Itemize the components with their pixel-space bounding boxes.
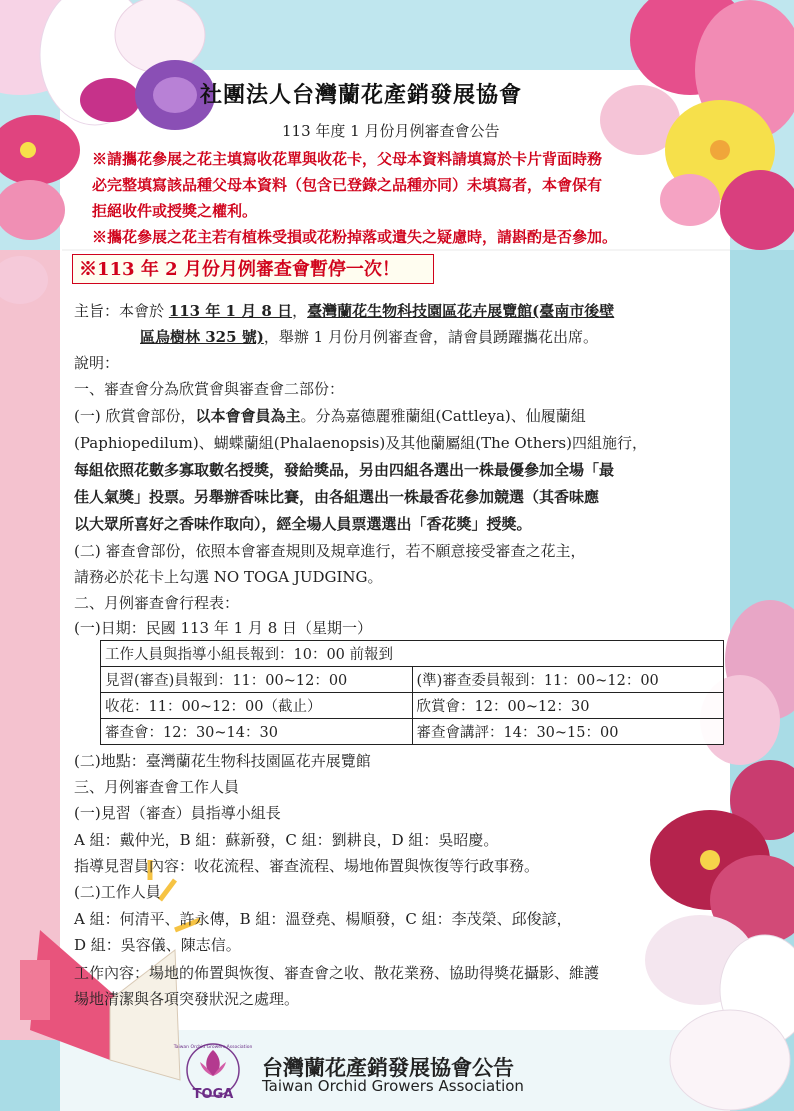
- table-row: [101, 719, 724, 745]
- table-row: [101, 641, 724, 667]
- section1-p1-line3: 每組依照花數多寡取數名授獎，發給獎品，另由四組各選出一株最優參加全場「最: [74, 461, 615, 479]
- section1-p1-b: 。分為嘉德麗雅蘭組(Cattleya)、仙履蘭組: [300, 407, 586, 425]
- toga-logo-icon: [173, 1040, 253, 1106]
- meeting-date: 113 年 1 月 8 日: [168, 302, 293, 320]
- section3-sub1: (一)見習（審查）員指導小組長: [74, 804, 281, 822]
- section1-p1-a: (一) 欣賞會部份，: [74, 407, 196, 425]
- section3-duty-2: 場地清潔與各項突發狀況之處理。: [74, 990, 300, 1008]
- suspension-banner: ※113 年 2 月份月例審查會暫停一次！: [72, 254, 434, 284]
- schedule-cell-judging: 審查會：12：30~14：30: [101, 719, 413, 745]
- schedule-table: [100, 640, 724, 745]
- footer-title-en: Taiwan Orchid Growers Association: [262, 1077, 524, 1095]
- notice-line-1: ※請攜花參展之花主填寫收花單與收花卡，父母本資料請填寫於卡片背面時務: [92, 150, 603, 168]
- purpose-prefix: 主旨：本會於: [74, 302, 165, 320]
- schedule-cell-review: 審查會講評：14：30~15：00: [412, 719, 724, 745]
- schedule-cell-staff: 工作人員與指導小組長報到：10：00 前報到: [101, 641, 724, 667]
- section2-location: (二)地點：臺灣蘭花生物科技園區花卉展覽館: [74, 752, 371, 770]
- section1-p1-line4: 佳人氣獎」投票。另舉辦香味比賽，由各組選出一株最香花參加競選（其香味應: [74, 488, 600, 506]
- section3-leaders-duty: 指導見習員內容：收花流程、審查流程、場地佈置與恢復等行政事務。: [74, 857, 540, 875]
- logo-ring-text: Taiwan Orchid Growers Association: [173, 1045, 253, 1050]
- schedule-cell-collection: 收花：11：00~12：00（截止）: [101, 693, 413, 719]
- section1-heading: 一、審查會分為欣賞會與審查會二部份：: [74, 380, 345, 398]
- table-row: [101, 693, 724, 719]
- section2-date-line: (一)日期：民國 113 年 1 月 8 日（星期一）: [74, 619, 373, 637]
- notice-line-2: 必完整填寫該品種父母本資料（包含已登錄之品種亦同）未填寫者，本會保有: [92, 176, 603, 194]
- purpose-line-1: [74, 300, 614, 321]
- footer-title-zh: 台灣蘭花產銷發展協會公告: [262, 1056, 514, 1080]
- explain-label: 說明：: [74, 354, 120, 372]
- section3-staff-2: D 組：吳容儀、陳志信。: [74, 936, 241, 954]
- page-title: 社團法人台灣蘭花產銷發展協會: [200, 82, 523, 108]
- section3-staff-1: A 組：何清平、許永傳，B 組：溫登堯、楊順發，C 組：李茂榮、邱俊諺，: [74, 910, 572, 928]
- section2-heading: 二、月例審查會行程表：: [74, 594, 240, 612]
- notice-line-3: 拒絕收件或授獎之權利。: [92, 202, 258, 220]
- logo-text: TOGA: [192, 1087, 234, 1102]
- purpose-line-2: [140, 326, 598, 347]
- schedule-cell-trainee: 見習(審查)員報到：11：00~12：00: [101, 667, 413, 693]
- table-row: [101, 667, 724, 693]
- schedule-cell-judges: (準)審查委員報到：11：00~12：00: [412, 667, 724, 693]
- section1-p1-line5: 以大眾所喜好之香味作取向），經全場人員票選選出「香花獎」授獎。: [74, 515, 532, 533]
- purpose-separator: ，: [292, 302, 308, 320]
- section3-duty-1: 工作內容：場地的佈置與恢復、審查會之收、散花業務、協助得獎花攝影、維護: [74, 964, 600, 982]
- venue-line-1: 臺灣蘭花生物科技園區花卉展覽館(臺南市後壁: [307, 302, 615, 320]
- section1-p1-bold: 以本會會員為主: [195, 407, 301, 425]
- purpose-suffix: ，舉辦 1 月份月例審查會，請會員踴躍攜花出席。: [263, 328, 598, 346]
- section1-p2-line2: 請務必於花卡上勾選 NO TOGA JUDGING。: [74, 568, 383, 586]
- section1-p1-line2: (Paphiopedilum)、蝴蝶蘭組(Phalaenopsis)及其他蘭屬組(The Others)四組施行，: [74, 434, 647, 452]
- schedule-cell-viewing: 欣賞會：12：00~12：30: [412, 693, 724, 719]
- section1-p2-line1: (二) 審查會部份，依照本會審查規則及規章進行，若不願意接受審查之花主，: [74, 542, 586, 560]
- venue-line-2: 區烏樹林 325 號): [140, 328, 264, 346]
- notice-line-4: ※攜花參展之花主若有植株受損或花粉掉落或遺失之疑慮時，請斟酌是否參加。: [92, 228, 618, 246]
- section1-p1-line1: [74, 405, 586, 426]
- section3-heading: 三、月例審查會工作人員: [74, 778, 240, 796]
- section3-leaders: A 組：戴仲光，B 組：蘇新發，C 組：劉耕良，D 組：吳昭慶。: [74, 831, 499, 849]
- section3-sub2: (二)工作人員: [74, 883, 161, 901]
- page-subtitle: 113 年度 1 月份月例審查會公告: [282, 122, 500, 140]
